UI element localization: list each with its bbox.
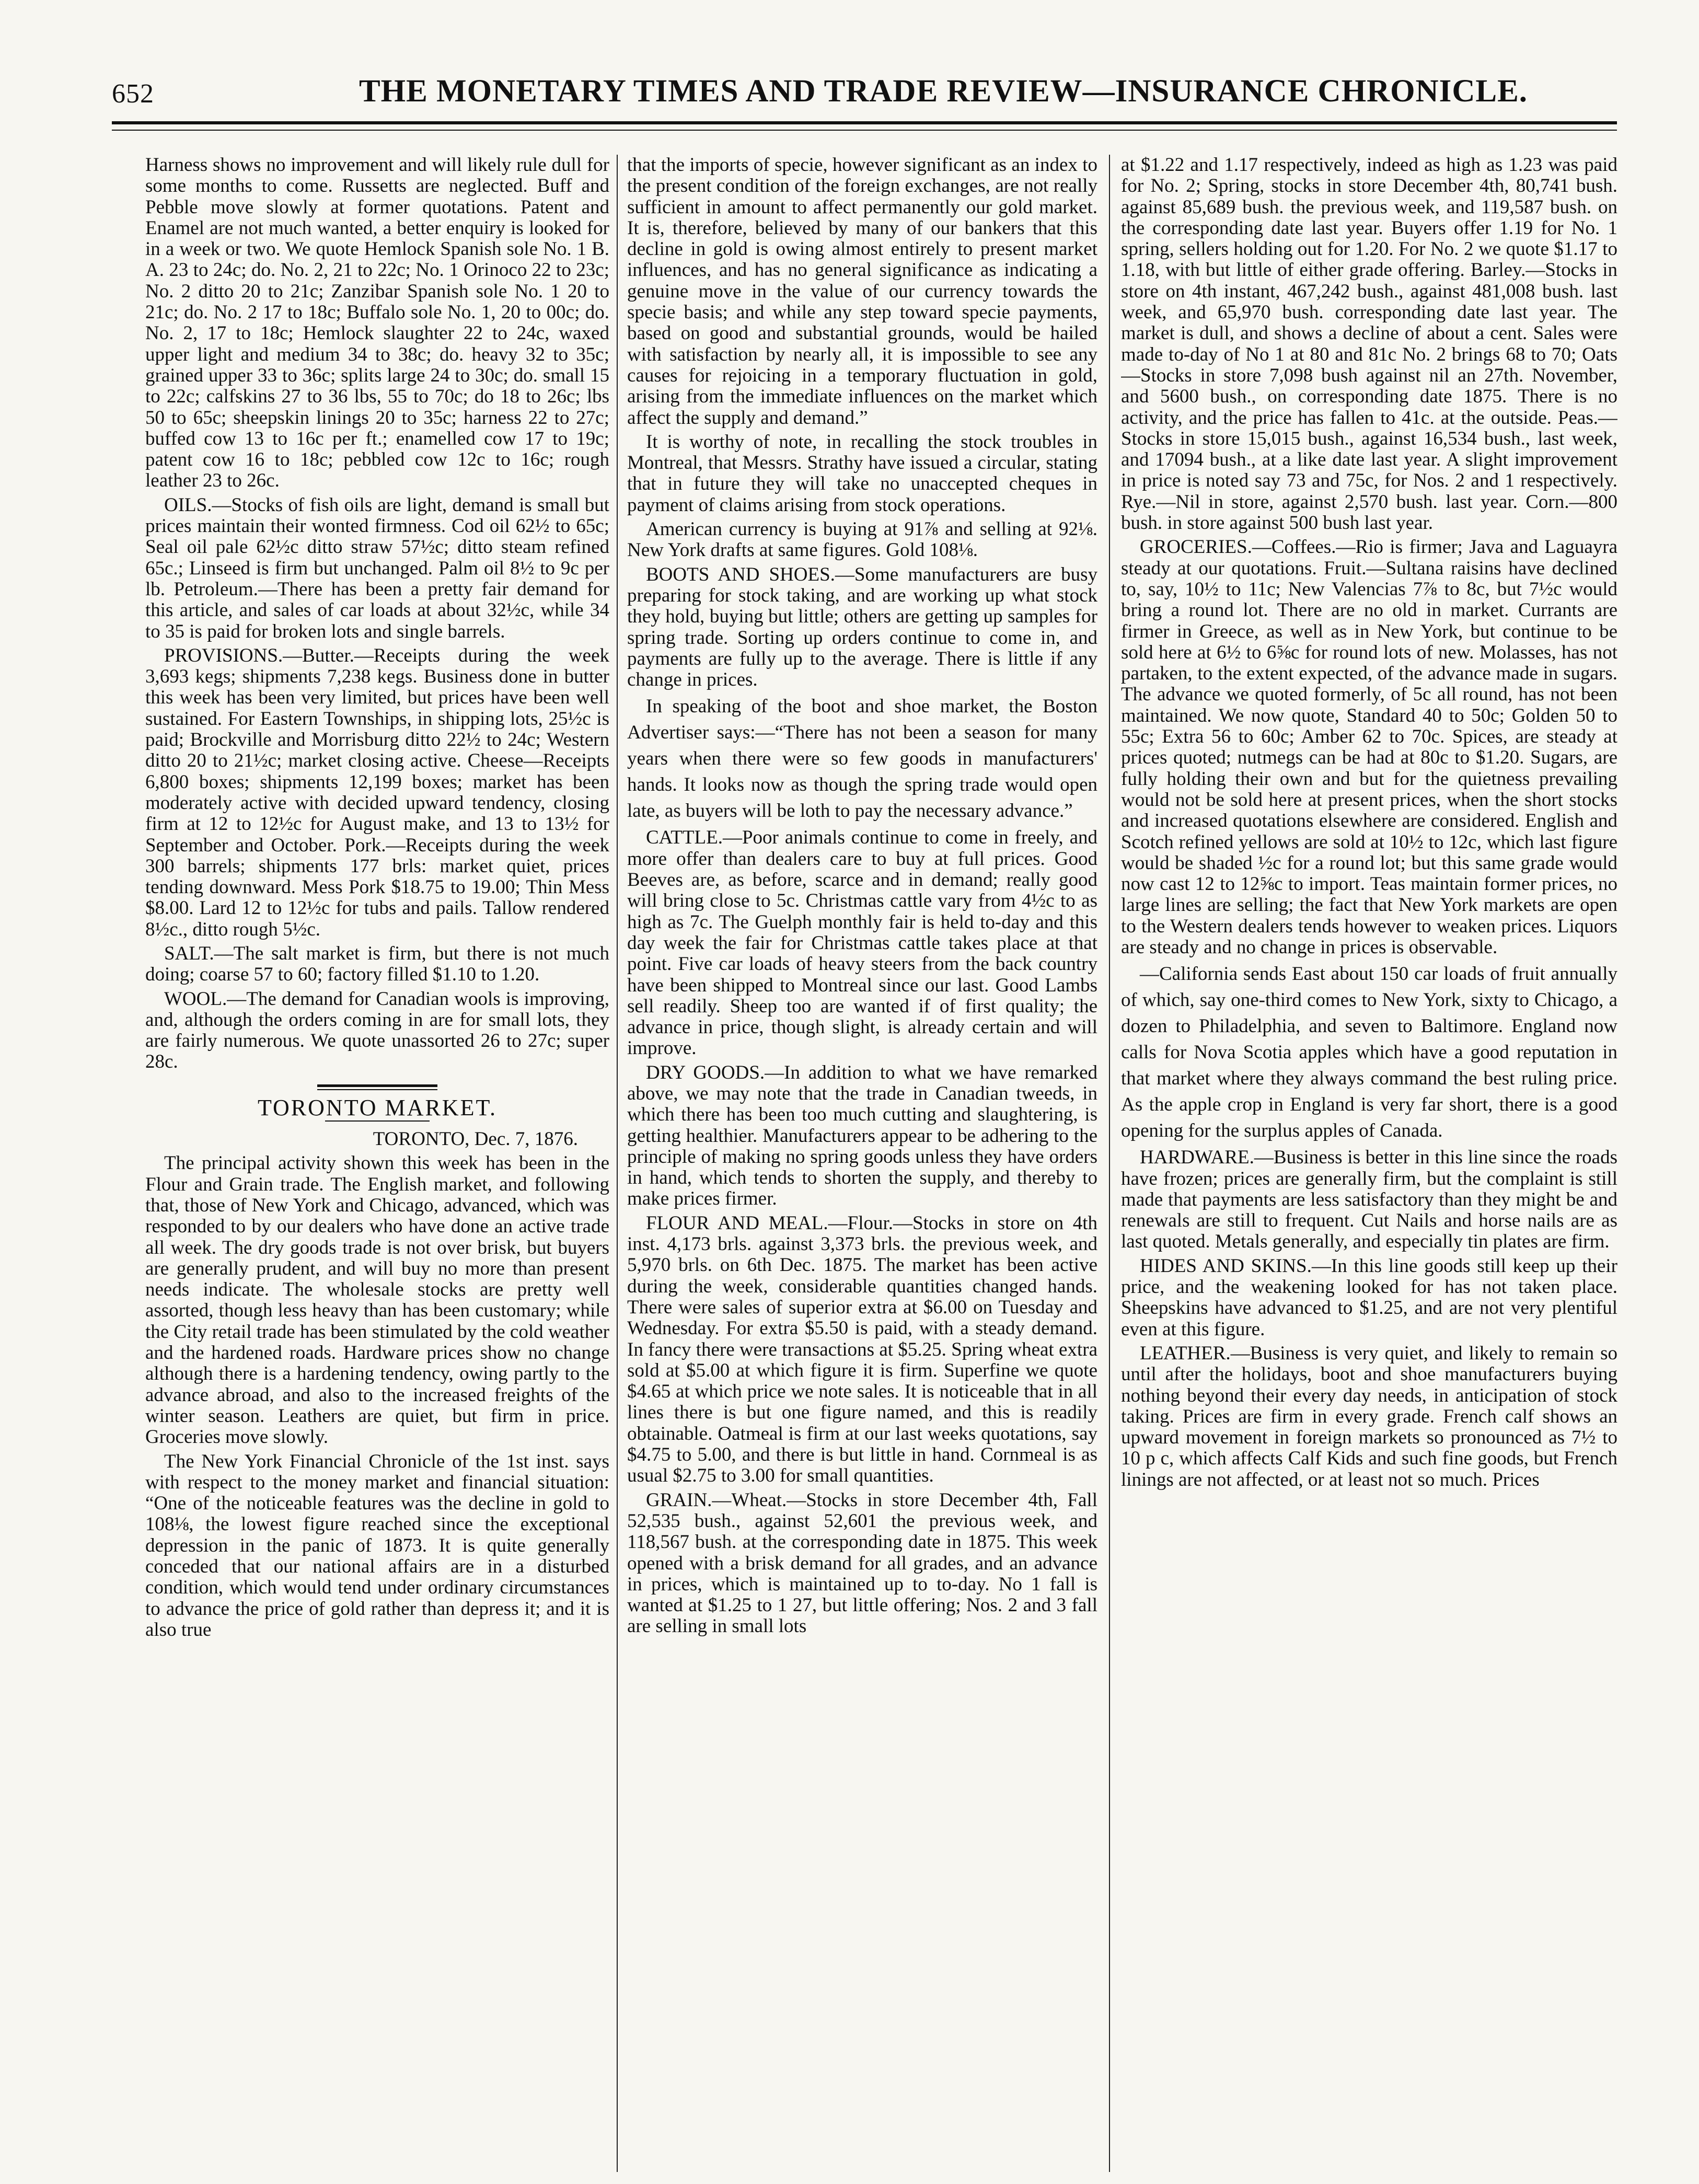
paragraph-oils: OILS.—Stocks of fish oils are light, demand is small but prices maintain their wonted firmness. Cod oil 62½ to 65c; Seal oil pale 62½c ditto straw 57½c; ditto steam refined 65c.; Linseed is firm but unchanged. Palm oil 8½ to 9c per lb. Petroleum.—There has been a pretty fair demand for this article, and sales of car loads at about 32½c, while 34 to 35 is paid for broken lots and single barrels. xyxy=(145,494,609,642)
dateline: TORONTO, Dec. 7, 1876. xyxy=(373,1128,578,1150)
paragraph-grain-continued: at $1.22 and 1.17 respectively, indeed as high as 1.23 was paid for No. 2; Spring, stocks in store December 4th, 80,741 bush. against 85,689 bush. the previous week, and 119,587 bush. on the corresponding date last year. Buyers offer 1.19 for No. 1 spring, sellers holding out for 1.20. For No. 2 we quote $1.17 to 1.18, with but little of either grade offering. Barley.—Stocks in store on 4th instant, 467,242 bush., against 481,008 bush. last week, and 65,970 bush. corresponding date last year. The market is dull, and shows a decline of about a cent. Sales were made to-day of No 1 at 80 and 81c No. 2 brings 68 to 70; Oats—Stocks in store 7,098 bush against nil an 27th. November, and 5600 bush., on corresponding date 1875. There is no activity, and the price has fallen to 41c. at the outside. Peas.—Stocks in store 15,015 bush., against 16,534 bush., last week, and 17094 bush., at a like date last year. A slight improvement in price is noted say 73 and 75c, for Nos. 2 and 1 respectively. Rye.—Nil in store, against 2,570 bush. last year. Corn.—800 bush. in store against 500 bush last year. xyxy=(1121,155,1617,534)
column-divider xyxy=(617,155,618,2172)
paragraph-currency: American currency is buying at 91⅞ and selling at 92⅛. New York drafts at same figures. Gold 108⅛. xyxy=(627,518,1097,561)
paragraph-harness: Harness shows no improvement and will likely rule dull for some months to come. Russetts are neglected. Buff and Pebble move slowly at former quotations. Patent and Enamel are not much wanted, a better enquiry is looked for in a week or two. We quote Hemlock Spanish sole No. 1 B. A. 23 to 24c; do. No. 2, 21 to 22c; No. 1 Orinoco 22 to 23c; No. 2 ditto 20 to 21c; Zanzibar Spanish sole No. 1 20 to 21c; do. No. 2 17 to 18c; Buffalo sole No. 1, 20 to 00c; do. No. 2, 17 to 18c; Hemlock slaughter 22 to 24c, waxed upper light and medium 34 to 38c; do. heavy 32 to 35c; grained upper 33 to 36c; splits large 24 to 30c; do. small 15 to 22c; calfskins 27 to 36 lbs, 55 to 70c; do 18 to 26c; lbs 50 to 65c; sheepskin linings 20 to 35c; harness 22 to 27c; buffed cow 13 to 16c per ft.; enamelled cow 17 to 19c; patent cow 16 to 18c; pebbled cow 12c to 16c; rough leather 23 to 26c. xyxy=(145,155,609,492)
heading-rule xyxy=(317,1084,437,1087)
running-header: THE MONETARY TIMES AND TRADE REVIEW—INSURANCE CHRONICLE. xyxy=(359,74,1528,109)
paragraph-strathy: It is worthy of note, in recalling the stock troubles in Montreal, that Messrs. Strathy have issued a circular, stating that in future they will take no unaccepted cheques in payment of claims arising from stock operations. xyxy=(627,431,1097,516)
paragraph-flour-and-meal: FLOUR AND MEAL.—Flour.—Stocks in store on 4th inst. 4,173 brls. against 3,373 brls. the previous week, and 5,970 brls. on 6th Dec. 1875. The market has been active during the week, considerable quantities changed hands. There were sales of superior extra at $6.00 on Tuesday and Wednesday. For extra $5.50 is paid, with a steady demand. In fancy there were transactions at $5.25. Spring wheat extra sold at $5.00 at which figure it is firm. Superfine we quote $4.65 at which price we note sales. It is noticeable that in all lines there is but one figure named, and this is readily obtainable. Oatmeal is firm at our last weeks quotations, say $4.75 to 5.00, and there is but little in hand. Cornmeal is as usual $2.75 to 3.00 for small quantities. xyxy=(627,1212,1097,1487)
paragraph-financial-chronicle: The New York Financial Chronicle of the 1st inst. says with respect to the money market and financial situation: “One of the noticeable features was the decline in gold to 108⅛, the lowest figure reached since the exceptional depression in the panic of 1873. It is quite generally conceded that our national affairs are in a disturbed condition, which would tend under ordinary circumstances to advance the price of gold rather than depress it; and it is also true xyxy=(145,1450,609,1640)
paragraph-provisions: PROVISIONS.—Butter.—Receipts during the week 3,693 kegs; shipments 7,238 kegs. Business done in butter this week has been very limited, but prices have been well sustained. For Eastern Townships, in shipping lots, 25½c is paid; Brockville and Morrisburg ditto 22½ to 24c; Western ditto 20 to 21½c; market closing active. Cheese—Receipts 6,800 boxes; shipments 12,199 boxes; market has been moderately active with decided upward tendency, closing firm at 12 to 12½c for August make, and 13 to 13½ for September and October. Pork.—Receipts during the week 300 barrels; shipments 177 brls: market quiet, prices tending downward. Mess Pork $18.75 to 19.00; Thin Mess $8.00. Lard 12 to 12½c for tubs and pails. Tallow rendered 8½c., ditto rough 5½c. xyxy=(145,644,609,940)
header-rule-thin xyxy=(112,130,1617,131)
paragraph-boston-advertiser: In speaking of the boot and shoe market, the Boston Advertiser says:—“There has not been a season for many years when there were so few goods in manufacturers' hands. It looks now as though the spring trade would open late, as buyers will be loth to pay the necessary advance.” xyxy=(627,696,1097,822)
page-number: 652 xyxy=(112,79,154,109)
paragraph-specie: that the imports of specie, however significant as an index to the present condition of the foreign exchanges, are not really sufficient in amount to affect permanently our gold market. It is, therefore, believed by many of our bankers that this decline in gold is owing almost entirely to present market influences, and has no general significance as indicating a genuine move in the value of our currency towards the specie basis; and while any step toward specie payments, based on good and substantial grounds, would be hailed with satisfaction by nearly all, it is impossible to see any causes for rejoicing in a temporary fluctuation in gold, arising from the immediate influences on the market which affect the supply and demand.” xyxy=(627,155,1097,429)
paragraph-leather: LEATHER.—Business is very quiet, and likely to remain so until after the holidays, boot and shoe manufacturers buying nothing beyond their every day needs, in anticipation of stock taking. Prices are firm in every grade. French calf shows an upward movement in foreign markets so pronounced as 7½ to 10 p c, which affects Calf Kids and such fine goods, but French linings are not affected, or at least not so much. Prices xyxy=(1121,1342,1617,1490)
paragraph-wool: WOOL.—The demand for Canadian wools is improving, and, although the orders coming in are for small lots, they are fairly numerous. We quote unassorted 26 to 27c; super 28c. xyxy=(145,988,609,1073)
paragraph-toronto-summary: The principal activity shown this week has been in the Flour and Grain trade. The English market, and following that, those of New York and Chicago, advanced, which was responded to by our dealers who have done an active trade all week. The dry goods trade is not over brisk, but buyers are generally prudent, and will buy no more than present needs indicate. The wholesale stocks are pretty well assorted, though less heavy than has been customary; while the City retail trade has been stimulated by the cold weather and the hardened roads. Hardware prices show no change although there is a hardening tendency, owing partly to the advance abroad, and also to the increased freights of the winter season. Leathers are quiet, but firm in price. Groceries move slowly. xyxy=(145,1152,609,1448)
paragraph-grain: GRAIN.—Wheat.—Stocks in store December 4th, Fall 52,535 bush., against 52,601 the previous week, and 118,567 bush. at the corresponding date in 1875. This week opened with a brisk demand for all grades, and an advance in prices, which is maintained up to to-day. No 1 fall is wanted at $1.25 to 1 27, but little offering; Nos. 2 and 3 fall are selling in small lots xyxy=(627,1489,1097,1637)
column-divider xyxy=(1109,155,1110,2172)
heading-rule xyxy=(317,1089,437,1090)
heading-rule xyxy=(325,1120,430,1122)
paragraph-dry-goods: DRY GOODS.—In addition to what we have remarked above, we may note that the trade in Canadian tweeds, in which there has been too much cutting and slaughtering, is getting healthier. Manufacturers appear to be adhering to the principle of making no spring goods unless they have orders in hand, which tends to shorten the supply, and thereby to make prices firmer. xyxy=(627,1061,1097,1210)
paragraph-cattle: CATTLE.—Poor animals continue to come in freely, and more offer than dealers care to buy at full prices. Good Beeves are, as before, scarce and in demand; really good will bring close to 5c. Christmas cattle vary from 4½c to as high as 7c. The Guelph monthly fair is held to-day and this day week the fair for Christmas cattle takes place at that point. Five car loads of heavy steers from the back country have been shipped to Montreal since our last. Good Lambs sell readily. Sheep too are wanted if of first quality; the advance in price, though slight, is already certain and will improve. xyxy=(627,827,1097,1059)
column-2 xyxy=(627,155,1097,2172)
paragraph-hides-and-skins: HIDES AND SKINS.—In this line goods still keep up their price, and the weakening looked for has not taken place. Sheepskins have advanced to $1.25, and are not very plentiful even at this figure. xyxy=(1121,1255,1617,1340)
paragraph-boots-and-shoes: BOOTS AND SHOES.—Some manufacturers are busy preparing for stock taking, and are working up what stock they hold, buying but little; others are getting up samples for spring trade. Sorting up orders continue to come in, and payments are fully up to the average. There is little if any change in prices. xyxy=(627,563,1097,691)
paragraph-groceries: GROCERIES.—Coffees.—Rio is firmer; Java and Laguayra steady at our quotations. Fruit.—Sultana raisins have declined to, say, 10½ to 11c; New Valencias 7⅞ to 8c, but 7½c would bring a round lot. There are no old in market. Currants are firmer in Greece, as well as in New York, but continue to be sold here at 6½ to 6⅝c for round lots of new. Molasses, has not partaken, to the extent expected, of the advance made in sugars. The advance we quoted formerly, of 5c all round, has not been maintained. We now quote, Standard 40 to 50c; Golden 50 to 55c; Extra 56 to 60c; Amber 62 to 70c. Spices, are steady at prices quoted; nutmegs can be had at 80c to $1.20. Sugars, are fully holding their own and but for the quietness prevailing would not be sold here at present prices, when the short stocks and increased quotations elsewhere are considered. English and Scotch refined yellows are sold at 10½ to 12c, which last figure would be shaded ½c for a round lot; but this same grade would now cast 12 to 12⅝c to import. Teas maintain former prices, no large lines are selling; the fact that New York markets are open to the Western dealers tends however to weaken prices. Liquors are steady and no change in prices is observable. xyxy=(1121,536,1617,958)
header-rule-thick xyxy=(112,121,1617,124)
column-1 xyxy=(145,155,609,2172)
section-heading-block xyxy=(145,1084,609,1122)
paragraph-california: —California sends East about 150 car loads of fruit annually of which, say one-third comes to New York, sixty to Chicago, a dozen to Philadelphia, and seven to Baltimore. England now calls for Nova Scotia apples which have a good reputation in that market where they always command the best ruling price. As the apple crop in England is very far short, there is a good opening for the surplus apples of Canada. xyxy=(1121,963,1617,1142)
paragraph-salt: SALT.—The salt market is firm, but there is not much doing; coarse 57 to 60; factory filled $1.10 to 1.20. xyxy=(145,942,609,986)
paragraph-hardware: HARDWARE.—Business is better in this line since the roads have frozen; prices are generally firm, but the complaint is still made that payments are less satisfactory than they might be and renewals are still to frequent. Cut Nails and horse nails are as last quoted. Metals generally, and especially tin plates are firm. xyxy=(1121,1147,1617,1253)
section-title: TORONTO MARKET. xyxy=(257,1094,498,1120)
column-3 xyxy=(1121,155,1617,2172)
